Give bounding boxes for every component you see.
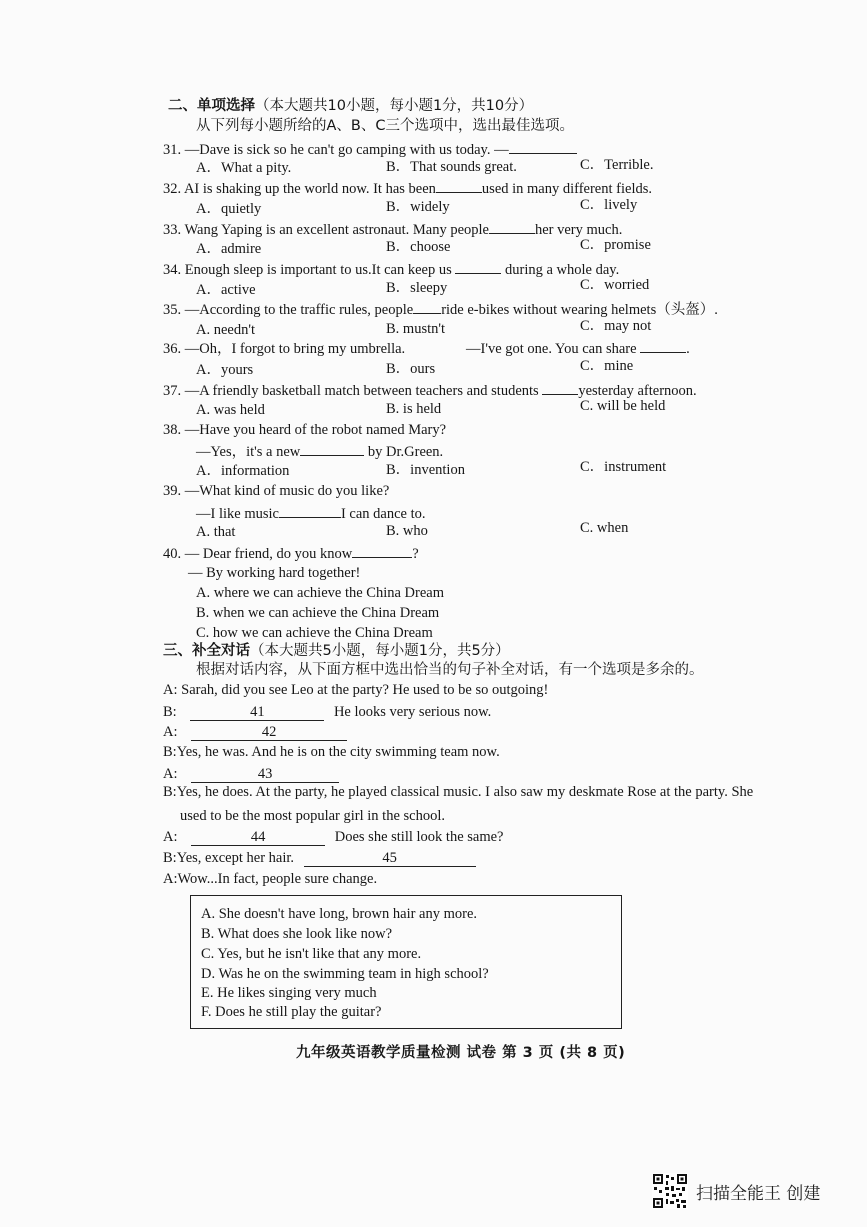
option-b: B．ours — [386, 361, 436, 377]
question-number: 36. — [163, 341, 182, 357]
qr-code-icon — [652, 1173, 688, 1209]
section-3-heading — [163, 642, 510, 660]
option-c: C. when — [580, 520, 629, 536]
dialogue-line-1: A: Sarah, did you see Leo at the party? He used to be so outgoing! — [163, 682, 549, 698]
box-option-e: E. He likes singing very much — [201, 985, 377, 1001]
option-c: C．worried — [580, 277, 650, 293]
option-a: A．information — [196, 463, 290, 479]
section-2-instruction: 从下列每小题所给的A、B、C三个选项中，选出最佳选项。 — [196, 118, 574, 134]
question-stem: —Dave is sick so he can't go camping with us today. — — [184, 142, 509, 158]
page-footer: 九年级英语教学质量检测 试卷 第 3 页 (共 8 页) — [296, 1045, 626, 1061]
question-number: 38. — [163, 422, 182, 438]
question-40-reply: — By working hard together! — [188, 565, 361, 581]
option-c: C. will be held — [580, 398, 666, 414]
question-stem-end: yesterday afternoon. — [578, 383, 697, 399]
question-38 — [163, 421, 446, 439]
answer-blank — [542, 380, 578, 395]
question-number: 33. — [163, 222, 182, 238]
dialogue-text: He looks very serious now. — [333, 704, 492, 720]
speaker: B: — [163, 704, 177, 720]
speaker: A: — [163, 766, 178, 782]
question-stem-end: ? — [412, 546, 419, 562]
speaker: A: — [163, 724, 178, 740]
question-34 — [163, 259, 619, 279]
question-stem: — Dear friend, do you know — [184, 546, 353, 562]
section-3-instruction: 根据对话内容，从下面方框中选出恰当的句子补全对话，有一个选项是多余的。 — [196, 662, 704, 678]
question-35 — [163, 299, 718, 319]
dialogue-line-2 — [163, 703, 491, 721]
box-option-d: D. Was he on the swimming team in high school? — [201, 966, 489, 982]
option-b: B. who — [386, 523, 428, 539]
speaker: A: — [163, 829, 178, 845]
option-a: A. was held — [196, 402, 265, 418]
dialogue-line-4: B:Yes, he was. And he is on the city swimming team now. — [163, 744, 500, 760]
question-stem-end: by Dr.Green. — [367, 444, 444, 460]
option-c: C．may not — [580, 318, 652, 334]
dialogue-line-9: A:Wow...In fact, people sure change. — [163, 871, 378, 887]
dialogue-line-5 — [163, 765, 339, 783]
question-39-reply — [196, 503, 426, 523]
dialogue-line-8 — [163, 849, 476, 867]
question-stem: Enough sleep is important to us.It can keep us — [184, 262, 452, 278]
option-c: C. how we can achieve the China Dream — [196, 625, 433, 641]
dialogue-text: Does she still look the same? — [334, 829, 504, 845]
question-stem: —According to the traffic rules, people — [184, 302, 414, 318]
answer-blank-43: 43 — [191, 766, 339, 783]
answer-blank — [489, 219, 535, 234]
dialogue-line-6-cont: used to be the most popular girl in the school. — [180, 808, 445, 824]
answer-blank — [509, 139, 577, 154]
question-number: 34. — [163, 262, 182, 278]
question-40 — [163, 543, 419, 563]
question-number: 32. — [163, 181, 182, 197]
question-stem-end: her very much. — [534, 222, 623, 238]
answer-blank — [413, 299, 441, 314]
dialogue-line-3 — [163, 723, 347, 741]
box-option-a: A. She doesn't have long, brown hair any more. — [201, 906, 478, 922]
question-number: 31. — [163, 142, 182, 158]
answer-blank — [300, 441, 364, 456]
answer-blank — [640, 338, 686, 353]
option-c: C．lively — [580, 197, 638, 213]
question-stem: —What kind of music do you like? — [184, 483, 390, 499]
dialogue-line-6: B:Yes, he does. At the party, he played classical music. I also saw my deskmate Rose at the party. She — [163, 784, 754, 800]
option-a: A．yours — [196, 362, 254, 378]
answer-blank-42: 42 — [191, 724, 347, 741]
question-36 — [163, 340, 405, 358]
section-3-note: （本大题共5小题，每小题1分，共5分） — [250, 643, 510, 659]
question-32 — [163, 178, 652, 198]
question-31 — [163, 139, 577, 159]
question-38-reply — [196, 441, 443, 461]
question-stem-reply: —Yes，it's a new — [196, 444, 301, 460]
section-2-heading — [168, 97, 533, 115]
answer-blank — [436, 178, 482, 193]
question-number: 35. — [163, 302, 182, 318]
option-c: C．mine — [580, 358, 634, 374]
question-stem: —A friendly basketball match between teachers and students — [184, 383, 539, 399]
answer-blank-45: 45 — [304, 850, 476, 867]
box-option-c: C. Yes, but he isn't like that any more. — [201, 946, 422, 962]
question-stem: Wang Yaping is an excellent astronaut. Many people — [184, 222, 489, 238]
box-option-b: B. What does she look like now? — [201, 926, 393, 942]
option-b: B. mustn't — [386, 321, 446, 337]
option-b: B．That sounds great. — [386, 159, 517, 175]
option-a: A. that — [196, 524, 236, 540]
question-stem: —Have you heard of the robot named Mary? — [184, 422, 447, 438]
answer-blank — [352, 543, 412, 558]
question-stem-end: used in many different fields. — [481, 181, 652, 197]
section-2-title: 二、单项选择 — [168, 98, 255, 114]
option-c: C．promise — [580, 237, 651, 253]
option-a: A．active — [196, 282, 256, 298]
question-number: 40. — [163, 546, 182, 562]
question-stem-reply: —I like music — [196, 506, 279, 522]
option-a: A．quietly — [196, 201, 262, 217]
answer-blank — [279, 503, 341, 518]
dialogue-text: B:Yes, except her hair. — [163, 850, 295, 866]
option-a: A. where we can achieve the China Dream — [196, 585, 444, 601]
question-stem-end: during a whole day. — [505, 262, 620, 278]
option-a: A．admire — [196, 241, 262, 257]
options-box — [190, 895, 622, 1029]
option-a: A. needn't — [196, 322, 255, 338]
option-b: B．choose — [386, 239, 451, 255]
section-3-title: 三、补全对话 — [163, 643, 250, 659]
option-b: B．sleepy — [386, 280, 448, 296]
scanner-watermark-text: 扫描全能王 创建 — [696, 1183, 821, 1204]
option-b: B．widely — [386, 199, 450, 215]
question-stem-reply: —I've got one. You can share — [466, 341, 637, 357]
question-stem-end: . — [686, 341, 690, 357]
question-stem: —Oh，I forgot to bring my umbrella. — [184, 341, 406, 357]
box-option-f: F. Does he still play the guitar? — [201, 1004, 382, 1020]
question-39 — [163, 482, 389, 500]
scanner-watermark — [652, 1173, 820, 1209]
question-number: 37. — [163, 383, 182, 399]
answer-blank — [455, 259, 501, 274]
question-number: 39. — [163, 483, 182, 499]
question-33 — [163, 219, 622, 239]
answer-blank-41: 41 — [190, 704, 324, 721]
option-b: B．invention — [386, 462, 465, 478]
option-b: B. when we can achieve the China Dream — [196, 605, 440, 621]
option-b: B. is held — [386, 401, 442, 417]
section-2-note: （本大题共10小题，每小题1分，共10分） — [255, 98, 534, 114]
option-a: A．What a pity. — [196, 160, 292, 176]
question-stem-end: I can dance to. — [340, 506, 426, 522]
dialogue-line-7 — [163, 828, 503, 846]
answer-blank-44: 44 — [191, 829, 325, 846]
question-stem: AI is shaking up the world now. It has been — [183, 181, 436, 197]
question-stem-end: ride e-bikes without wearing helmets（头盔）. — [441, 302, 718, 318]
question-36-reply — [466, 338, 690, 358]
option-c: C．instrument — [580, 459, 667, 475]
option-c: C．Terrible. — [580, 157, 654, 173]
